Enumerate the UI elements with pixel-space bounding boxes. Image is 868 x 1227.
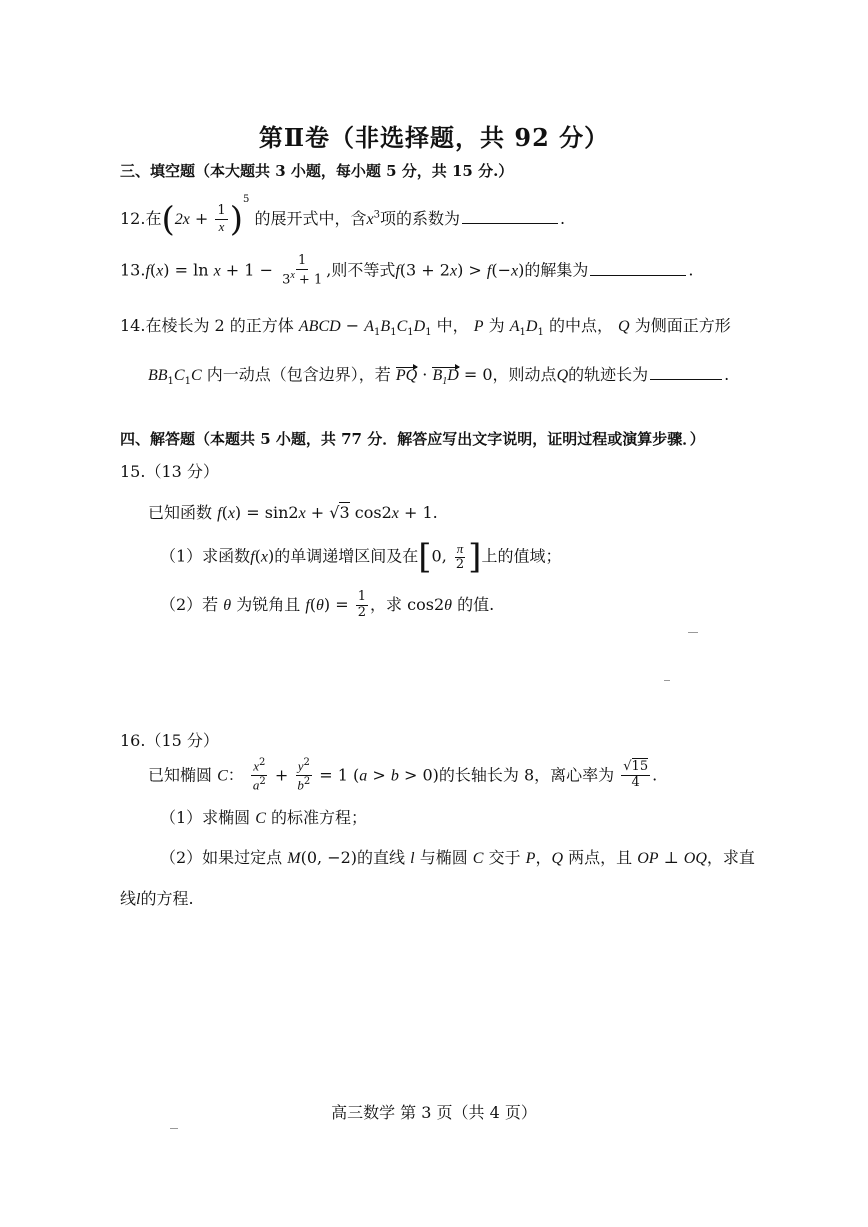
page-title: 第Ⅱ卷（非选择题，共 92 分） (258, 123, 610, 152)
q15-header: 15.（13 分） (120, 462, 219, 481)
q15-part-2: （2）若 θ 为锐角且 f(θ) = $\frac{1}{2}$ ，求 cos2θ 的值. (160, 589, 495, 620)
scan-speck (688, 632, 698, 633)
section-3-heading: 三、填空题（本大题共 3 小题，每小题 5 分，共 15 分.） (120, 162, 514, 180)
answer-blank-14[interactable] (650, 378, 722, 380)
q16-part-2-line-1: （2）如果过定点 M(0, −2)的直线 l 与椭圆 C 交于 P，Q 两点，且 OP ⊥ OQ，求直 (160, 848, 755, 867)
q12-text-b: 的展开式中，含 (254, 209, 367, 228)
question-12: 12.在(2x + $\frac{1}{x}$ )$^5$ 的展开式中，含$x^3$项的系数为 . (120, 194, 566, 240)
question-14-line-2: $BB_1C_1C$ 内一动点（包含边界），若 PQ · $B_1D = 0$，则动点Q的轨迹长为 . (148, 365, 730, 388)
q14-number: 14. (120, 316, 146, 335)
answer-blank-13[interactable] (590, 274, 686, 276)
scan-speck (664, 680, 670, 681)
q12-text-a: 在 (145, 209, 162, 228)
page-footer: 高三数学 第 3 页（共 4 页） (331, 1103, 537, 1122)
section-4-heading: 四、解答题（本题共 5 小题，共 77 分．解答应写出文字说明，证明过程或演算步骤．） (120, 430, 705, 448)
q13-text-b: 的解集为 (524, 260, 589, 280)
q16-part-1: （1）求椭圆 C 的标准方程； (160, 808, 368, 827)
q13-number: 13. (120, 260, 146, 280)
q15-part-1: （1）求函数f(x)的单调递增区间及在[0, $\frac{\pi}{2}$ ]上的值域； (160, 537, 562, 577)
q15-intro: 已知函数 f(x) = sin2x + √3 cos2x + 1. (148, 503, 438, 522)
q12-number: 12. (120, 209, 146, 228)
q16-intro: 已知椭圆 C： $\frac{x^2}{a^2}$ + $\frac{y^2}{b^2}$ = 1 (a > b > 0)的长轴长为 8，离心率为 $\frac{√15}{4}$ . (148, 757, 658, 793)
question-14-line-1: 14.在棱长为 2 的正方体 ABCD − $A_1B_1C_1D_1$ 中， P 为 $A_1D_1$ 的中点， Q 为侧面正方形 (120, 316, 731, 339)
q16-part-2-line-2: 线l的方程. (120, 889, 194, 908)
scan-speck (170, 1128, 178, 1129)
q13-text-a: ,则不等式 (326, 260, 396, 280)
q16-header: 16.（15 分） (120, 731, 219, 750)
answer-blank-12[interactable] (462, 222, 558, 224)
question-13: 13.f(x) = ln x + 1 − $\frac{1}{3^x + 1}$ ,则不等式f(3 + 2x) > f(−x)的解集为 . (120, 253, 694, 288)
q12-text-c: 项的系数为 (379, 209, 460, 228)
